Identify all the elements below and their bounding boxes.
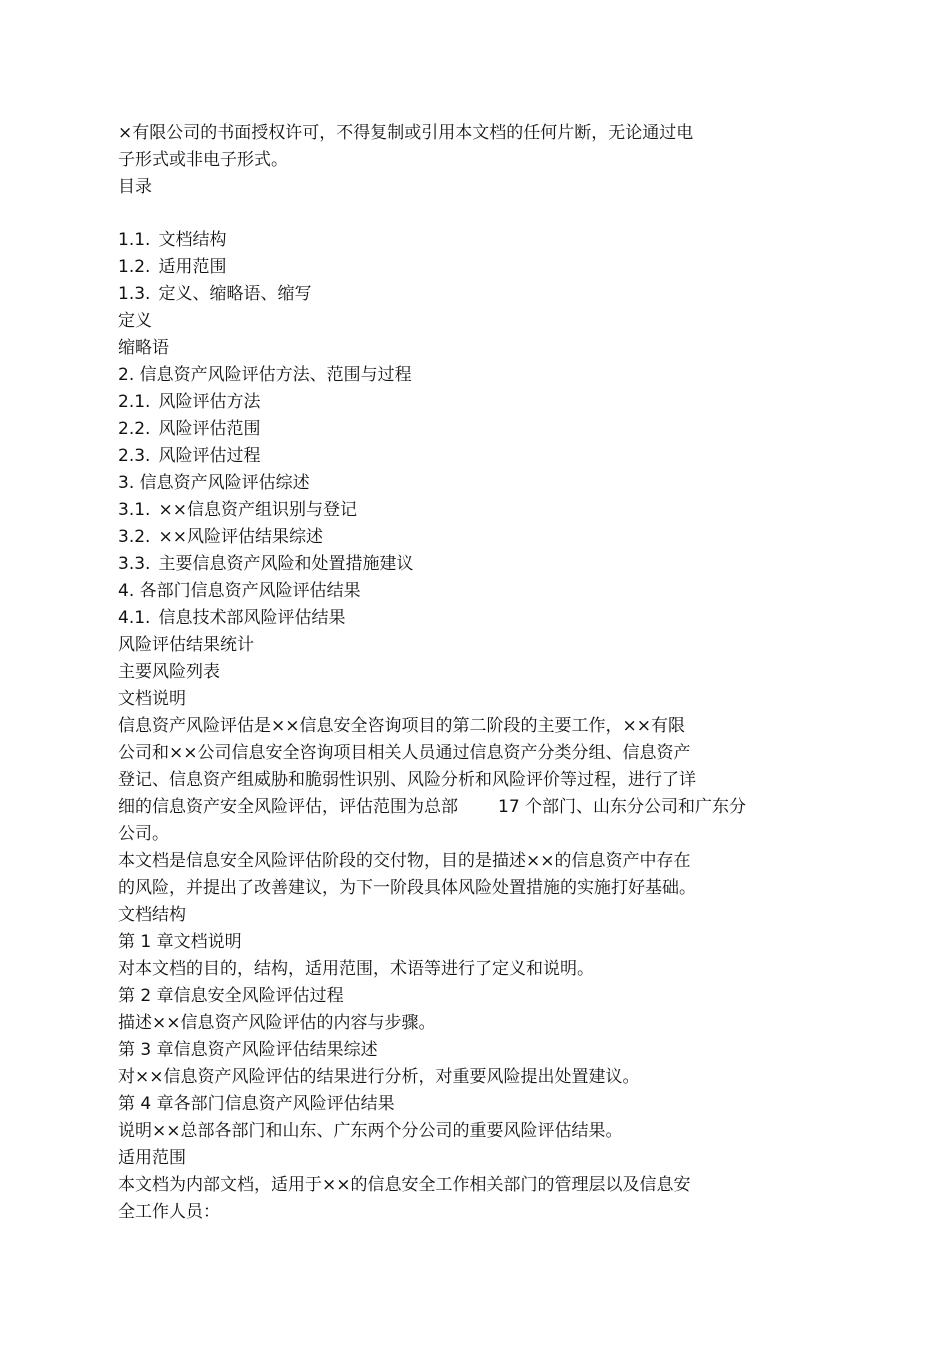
chapter-description: 对本文档的目的，结构，适用范围，术语等进行了定义和说明。 bbox=[118, 959, 594, 979]
toc-item: 1.1. 文档结构 bbox=[118, 230, 227, 250]
chapter-title: 第 2 章信息安全风险评估过程 bbox=[118, 986, 344, 1006]
toc-item: 1.2. 适用范围 bbox=[118, 257, 227, 277]
section-heading: 文档结构 bbox=[118, 905, 186, 925]
toc-item: 3.3. 主要信息资产风险和处置措施建议 bbox=[118, 554, 414, 574]
toc-item: 2.2. 风险评估范围 bbox=[118, 419, 261, 439]
toc-item: 2.1. 风险评估方法 bbox=[118, 392, 261, 412]
paragraph-line: 信息资产风险评估是××信息安全咨询项目的第二阶段的主要工作，××有限 bbox=[118, 716, 685, 736]
chapter-title: 第 3 章信息资产风险评估结果综述 bbox=[118, 1040, 378, 1060]
table-of-contents bbox=[118, 227, 818, 686]
toc-item: 3. 信息资产风险评估综述 bbox=[118, 473, 310, 493]
paragraph-line: 公司。 bbox=[118, 824, 169, 844]
toc-item: 定义 bbox=[118, 311, 152, 331]
chapter-description: 说明××总部各部门和山东、广东两个分公司的重要风险评估结果。 bbox=[118, 1121, 623, 1141]
document-body bbox=[118, 120, 818, 1226]
toc-item: 3.1. ××信息资产组识别与登记 bbox=[118, 500, 357, 520]
paragraph-line: 本文档为内部文档，适用于××的信息安全工作相关部门的管理层以及信息安 bbox=[118, 1175, 691, 1195]
chapter-title: 第 1 章文档说明 bbox=[118, 932, 242, 952]
toc-item: 3.2. ××风险评估结果综述 bbox=[118, 527, 323, 547]
paragraph-line: 本文档是信息安全风险评估阶段的交付物，目的是描述××的信息资产中存在 bbox=[118, 851, 691, 871]
paragraph-line: 公司和××公司信息安全咨询项目相关人员通过信息资产分类分组、信息资产 bbox=[118, 743, 691, 763]
toc-item: 2. 信息资产风险评估方法、范围与过程 bbox=[118, 365, 412, 385]
blank-line bbox=[118, 201, 818, 227]
intro-line: 子形式或非电子形式。 bbox=[118, 150, 288, 170]
intro-line: ×有限公司的书面授权许可，不得复制或引用本文档的任何片断，无论通过电 bbox=[118, 123, 694, 143]
paragraph-line: 登记、信息资产组威胁和脆弱性识别、风险分析和风险评价等过程，进行了详 bbox=[118, 770, 696, 790]
toc-item: 风险评估结果统计 bbox=[118, 635, 254, 655]
toc-item: 缩略语 bbox=[118, 338, 169, 358]
toc-item: 4.1. 信息技术部风险评估结果 bbox=[118, 608, 346, 628]
toc-item: 2.3. 风险评估过程 bbox=[118, 446, 261, 466]
toc-heading: 目录 bbox=[118, 177, 152, 197]
paragraph-line: 的风险，并提出了改善建议，为下一阶段具体风险处置措施的实施打好基础。 bbox=[118, 878, 696, 898]
chapter-title: 第 4 章各部门信息资产风险评估结果 bbox=[118, 1094, 395, 1114]
chapter-description: 描述××信息资产风险评估的内容与步骤。 bbox=[118, 1013, 436, 1033]
paragraph-line: 细的信息资产安全风险评估，评估范围为总部 17 个部门、山东分公司和广东分 bbox=[118, 797, 747, 817]
toc-item: 主要风险列表 bbox=[118, 662, 220, 682]
toc-item: 4. 各部门信息资产风险评估结果 bbox=[118, 581, 361, 601]
section-heading: 文档说明 bbox=[118, 689, 186, 709]
paragraph-line: 全工作人员： bbox=[118, 1202, 220, 1222]
chapter-description: 对××信息资产风险评估的结果进行分析，对重要风险提出处置建议。 bbox=[118, 1067, 640, 1087]
section-heading: 适用范围 bbox=[118, 1148, 186, 1168]
toc-item: 1.3. 定义、缩略语、缩写 bbox=[118, 284, 312, 304]
